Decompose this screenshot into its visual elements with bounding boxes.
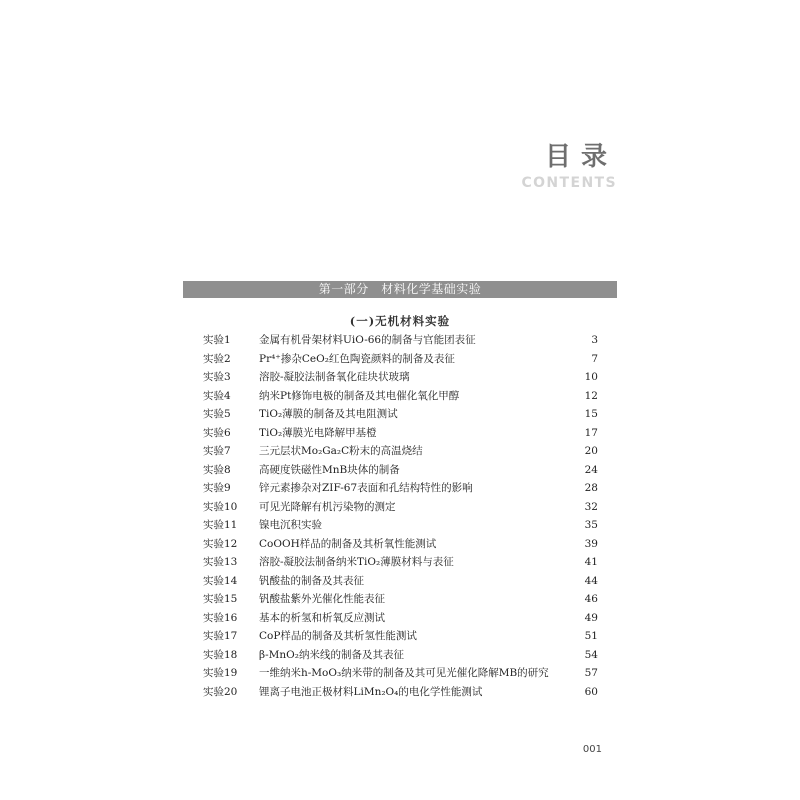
toc-entry-page: 10 [584,371,598,383]
toc-entry-number: 实验9 [203,482,231,494]
toc-entry-title: TiO₂薄膜光电降解甲基橙 [259,426,377,439]
toc-entry-number: 实验13 [203,556,238,568]
toc-entry[interactable] [203,331,598,350]
toc-entry-page: 15 [584,408,598,420]
contents-title: 目录 [544,142,617,172]
toc-entry-page: 12 [584,389,598,402]
toc-entry-number: 实验2 [203,352,231,365]
toc-entry-title: 纳米Pt修饰电极的制备及其电催化氧化甲醇 [259,389,460,402]
toc-entry-page: 20 [584,445,598,457]
toc-entry-page: 32 [584,500,598,513]
toc-entry-number: 实验8 [203,463,231,476]
toc-entry-title: 可见光降解有机污染物的测定 [259,500,396,513]
toc-entry-title: TiO₂薄膜的制备及其电阻测试 [259,408,398,420]
toc-entry[interactable] [203,590,598,609]
toc-entry-page: 41 [584,556,598,568]
toc-entry-title: 金属有机骨架材料UiO-66的制备与官能团表征 [259,334,476,346]
toc-entry-number: 实验14 [203,574,238,587]
toc-entry-title: 三元层状Mo₂Ga₂C粉末的高温烧结 [259,445,423,457]
toc-entry[interactable] [203,368,598,387]
toc-entry[interactable] [203,350,598,369]
toc-entry[interactable] [203,664,598,683]
toc-entry-title: β-MnO₂纳米线的制备及其表征 [259,648,404,661]
contents-subtitle: CONTENTS [521,175,617,191]
toc-entry-page: 57 [584,667,598,679]
toc-entry[interactable] [203,535,598,554]
toc-entry-number: 实验18 [203,648,238,661]
toc-entry-number: 实验19 [203,667,238,679]
toc-entry[interactable] [203,516,598,535]
page-number: 001 [582,744,602,755]
toc-entry[interactable] [203,572,598,591]
toc-entry[interactable] [203,479,598,498]
toc-entry-number: 实验1 [203,334,231,346]
toc-entry[interactable] [203,442,598,461]
toc-entry-title: 溶胶-凝胶法制备纳米TiO₂薄膜材料与表征 [259,556,454,568]
toc-entry-page: 49 [584,611,598,624]
toc-entry-title: 钒酸盐紫外光催化性能表征 [259,593,385,605]
toc-entry-title: 溶胶-凝胶法制备氧化硅块状玻璃 [259,371,410,383]
toc-entry-page: 3 [591,334,598,346]
toc-entry-title: 锂离子电池正极材料LiMn₂O₄的电化学性能测试 [259,685,483,698]
toc-entry-page: 44 [584,574,598,587]
toc-entry-page: 17 [584,426,598,439]
toc-entry-number: 实验11 [203,519,238,531]
part-heading-bar: 第一部分 材料化学基础实验 [183,281,617,298]
toc-entry[interactable] [203,424,598,443]
toc-entry[interactable] [203,461,598,480]
toc-entry-number: 实验17 [203,630,238,642]
toc-entry-page: 24 [584,463,598,476]
toc-entry-number: 实验3 [203,371,231,383]
toc-entry-number: 实验20 [203,685,238,698]
toc-entry-number: 实验4 [203,389,231,402]
section-heading: (一)无机材料实验 [349,314,451,328]
toc-entry[interactable] [203,627,598,646]
toc-list [203,331,598,701]
toc-entry-page: 28 [584,482,598,494]
toc-entry-number: 实验15 [203,593,238,605]
toc-entry-number: 实验7 [203,445,231,457]
toc-entry-page: 60 [584,685,598,698]
toc-entry-title: 钒酸盐的制备及其表征 [259,574,364,587]
toc-entry-title: 一维纳米h-MoO₃纳米带的制备及其可见光催化降解MB的研究 [259,667,549,679]
toc-entry[interactable] [203,553,598,572]
toc-entry-page: 7 [591,352,598,365]
toc-entry-title: CoP样品的制备及其析氢性能测试 [259,630,417,642]
toc-entry-title: Pr⁴⁺掺杂CeO₂红色陶瓷颜料的制备及表征 [259,352,455,365]
toc-entry-title: 锌元素掺杂对ZIF-67表面和孔结构特性的影响 [259,482,473,494]
toc-entry-page: 51 [584,630,598,642]
toc-entry[interactable] [203,609,598,628]
toc-entry[interactable] [203,387,598,406]
toc-entry-title: 高硬度铁磁性MnB块体的制备 [259,463,400,476]
toc-entry-number: 实验12 [203,537,238,550]
toc-entry-number: 实验5 [203,408,231,420]
toc-entry[interactable] [203,405,598,424]
toc-entry-page: 54 [584,648,598,661]
toc-entry-title: CoOOH样品的制备及其析氧性能测试 [259,537,437,550]
toc-entry-number: 实验6 [203,426,231,439]
toc-entry[interactable] [203,498,598,517]
toc-entry-number: 实验10 [203,500,238,513]
toc-entry-number: 实验16 [203,611,238,624]
toc-entry[interactable] [203,646,598,665]
toc-entry-title: 基本的析氢和析氧反应测试 [259,611,385,624]
toc-entry-title: 镍电沉积实验 [259,519,322,531]
toc-entry[interactable] [203,683,598,702]
toc-entry-page: 35 [584,519,598,531]
toc-entry-page: 39 [584,537,598,550]
toc-entry-page: 46 [584,593,598,605]
